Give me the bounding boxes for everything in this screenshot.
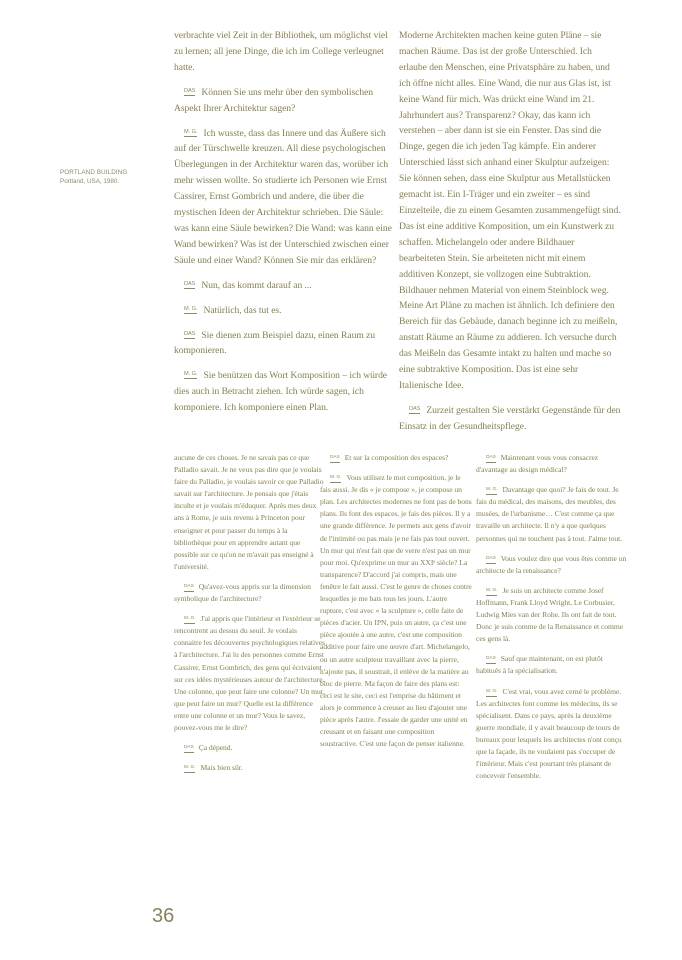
paragraph-text: Natürlich, das tut es.	[203, 304, 282, 316]
paragraph-text: Vous utilisez le mot composition, je le fais aussi. Je dis « je compose », je compose un plan. Les architectes modernes ne font pas de bons plans. Ils font des espaces, je fais des pièces. Il y a une grande différence. Je permets aux gens d'avoir de l'intimité ou pas mais je ne fais pas tout ouvert. Un mur qui n'est fait que de verre n'est pas un mur pour moi. Qu'exprime un mur au XXIᵉ siècle? La transparence? D'accord j'ai compris, mais une fenêtre le fait aussi. C'est le genre de choses contre lesquelles je me bats tous les jours. L'autre rupture, c'est avec « la sculpture », celle faite de pièces d'acier. Un IPN, puis un autre, ça c'est une pièce ajoutée à une autre, c'est une composition additive pour faire une œuvre d'art. Michelangelo, ou un autre sculpteur travaillant avec la pierre, n'ajoute pas, il soustrait, il enlève de la matière au bloc de pierre. Ma façon de faire des plans est: ceci est le site, ceci est l'emprise du bâtiment et alors je commence à creuser au lieu d'ajouter une pièce après l'autre. J'essaie de garder une unité en creusant et en faisant une composition soustractive. C'est une façon de penser italienne.	[320, 473, 472, 749]
caption-title: PORTLAND BUILDING	[60, 169, 128, 176]
paragraph-text: Ça dépend.	[198, 743, 233, 753]
french-column-2	[320, 452, 472, 758]
paragraph-text: Qu'avez-vous appris sur la dimension symbolique de l'architecture?	[174, 581, 311, 604]
interview-paragraph	[174, 762, 326, 774]
interview-paragraph	[476, 686, 628, 783]
interview-paragraph	[174, 278, 396, 294]
paragraph-text: verbrachte viel Zeit in der Bibliothek, um möglichst viel zu lernen; all jene Dinge, die ich im College verleugnet hatte.	[174, 30, 388, 73]
interview-paragraph	[320, 472, 472, 750]
speaker-tag: M. G.	[486, 689, 497, 697]
interview-paragraph	[174, 85, 396, 117]
speaker-tag: M. G.	[486, 588, 497, 596]
interview-paragraph	[174, 368, 396, 416]
interview-paragraph	[174, 303, 396, 319]
image-caption	[60, 168, 160, 186]
french-column-1	[174, 452, 326, 782]
paragraph-text: Moderne Architekten machen keine guten Pläne – sie machen Räume. Das ist der große Unterschied. Ich erlaube den Menschen, eine Privatsphäre zu haben, und ich öffne nicht alles. Eine Wand, die nur aus Glas ist, ist keine Wand für mich. Was drückt eine Wand im 21. Jahrhundert aus? Transparenz? Okay, das kann ich verstehen – aber dann ist sie ein Fenster. Das sind die Dinge, gegen die ich jeden Tag kämpfe. Ein anderer Unterschied lässt sich anhand einer Skulptur aufzeigen: Sie können sehen, dass eine Skulptur aus Metallstücken gemacht ist. Ein I-Träger und ein zweiter – es sind Einzelteile, die zu einem Gesamten zusammengefügt sind. Das ist eine additive Komposition, um ein Kunstwerk zu schaffen. Michelangelo oder andere Bildhauer bearbeiteten Stein. Sie arbeiteten nicht mit einem additiven Konzept, sie vollzogen eine Subtraktion. Bildhauer nehmen Material von einem Steinblock weg. Meine Art Pläne zu machen ist ähnlich. Ich definiere den Bereich für das Gebäude, danach beginne ich zu meißeln, anstatt Räume an Räume zu addieren. Ich versuche durch das Meißeln das Gesamte intakt zu halten und mache so eine subtraktive Komposition. Das ist eine sehr Italienische Idee.	[399, 30, 621, 391]
paragraph-text: Vous voulez dire que vous êtes comme un architecte de la renaissance?	[476, 553, 627, 575]
interview-paragraph	[476, 653, 628, 677]
interview-paragraph	[476, 452, 628, 476]
paragraph-text: aucune de ces choses. Je ne savais pas ce que Palladio savait. Je ne veux pas dire que je voulais faire du Palladio, je voulais savoir ce que Palladio savait sur l'architecture. Je pensais que j'étais inculte et je voulais m'éduquer. Après mes deux ans à Rome, je suis revenu à Princeton pour enseigner et pour passer du temps à la bibliothèque pour en apprendre autant que possible sur ce qu'on ne m'avait pas enseigné à l'université.	[174, 453, 324, 571]
speaker-tag: M. G.	[184, 305, 198, 312]
paragraph-text: Sauf que maintenant, on est plutôt habitués à la spécialisation.	[476, 654, 603, 676]
interview-paragraph	[399, 28, 621, 394]
speaker-tag: M. G.	[486, 487, 497, 495]
interview-paragraph	[174, 328, 396, 360]
speaker-tag: M. G.	[184, 371, 198, 378]
paragraph-text: Davantage que quoi? Je fais de tout. Je fais du médical, des maisons, des meubles, des musées, de l'urbanisme… C'est comme ça que travaille un architecte. Il n'y a que quelques personnes qui ne touchent pas à tout. J'aime tout.	[476, 485, 623, 543]
interview-paragraph	[174, 126, 396, 269]
paragraph-text: J'ai appris que l'intérieur et l'extérieur se rencontrent au dessus du seuil. Je voulais connaitre les découvertes psychologiques relatives à l'architecture. J'ai lu des personnes comme Ernst Cassirer, Ernst Gombrich, des gens qui écrivaient sur ces idées mystérieuses autour de l'architecture. Une colonne, que peut faire une colonne? Un mur, que peut faire un mur? Quelle est la différence entre une colonne et un mur? Vous le savez, pouvez-vous me le dire?	[174, 614, 326, 732]
paragraph-text: Zurzeit gestalten Sie verstärkt Gegenstände für den Einsatz in der Gesundheitspflege.	[399, 404, 621, 432]
caption-subtitle: Portland, USA, 1980.	[60, 178, 120, 185]
interview-paragraph	[174, 742, 326, 754]
paragraph-text: Mais bien sûr.	[200, 763, 243, 773]
german-column-left	[174, 28, 396, 425]
interview-paragraph	[476, 484, 628, 544]
interview-paragraph	[174, 613, 326, 734]
speaker-tag: DAS	[486, 556, 496, 564]
speaker-tag: DAS	[184, 584, 194, 592]
paragraph-text: Je suis un architecte comme Josef Hoffmann, Frank Lloyd Wright, Le Corbusier, Ludwig Mies van der Rohe. Ils ont fait de tout. Donc je suis comme de la Renaissance et comme ces gens là.	[476, 585, 624, 644]
paragraph-text: Sie benützen das Wort Komposition – ich würde dies auch in Betracht ziehen. Ich würde sagen, ich komponiere. Ich komponiere einen Plan.	[174, 370, 388, 414]
paragraph-text: Können Sie uns mehr über den symbolischen Aspekt Ihrer Architektur sagen?	[174, 86, 374, 114]
interview-paragraph	[476, 585, 628, 645]
paragraph-text: C'est vrai, vous avez cerné le problème. Les architectes font comme les médecins, ils se spécialisent. Dans ce pays, après la deuxième guerre mondiale, il y avait beaucoup de tours de bureaux pour lesquels les architectes n'ont conçu que la façade, ils ne voulaient pas s'occuper de l'intérieur. Mais c'est pourtant très plaisant de concevoir l'ensemble.	[476, 686, 622, 781]
german-column-right	[399, 28, 621, 444]
interview-paragraph	[476, 553, 628, 577]
speaker-tag: M. G.	[184, 616, 195, 624]
speaker-tag: DAS	[184, 280, 196, 287]
speaker-tag: DAS	[486, 656, 496, 664]
speaker-tag: DAS	[409, 405, 421, 412]
interview-paragraph	[320, 452, 472, 464]
speaker-tag: DAS	[486, 455, 496, 463]
paragraph-text: Maintenant vous vous consacrez d'avantage au design médical?	[476, 453, 599, 475]
speaker-tag: DAS	[184, 745, 194, 753]
speaker-tag: DAS	[330, 455, 340, 463]
speaker-tag: M. G.	[184, 765, 195, 773]
page-number: 36	[152, 905, 175, 927]
paragraph-text: Sie dienen zum Beispiel dazu, einen Raum zu komponieren.	[174, 329, 376, 357]
french-column-3	[476, 452, 628, 790]
speaker-tag: DAS	[184, 87, 196, 94]
paragraph-text: Ich wusste, dass das Innere und das Äußere sich auf der Türschwelle kreuzen. All diese psychologischen Überlegungen in der Architektur waren das, worüber ich mehr wissen wollte. So studierte ich Personen wie Ernst Cassirer, Ernst Gombrich und andere, die über die mystischen Ideen der Architektur schrieben. Die Säule: was kann eine Säule bewirken? Die Wand: was kann eine Wand bewirken? Was ist der Unterschied zwischen einer Säule und einer Wand? Können Sie mir das erklären?	[174, 127, 392, 266]
speaker-tag: DAS	[184, 330, 196, 337]
speaker-tag: M. G.	[330, 475, 341, 483]
speaker-tag: M. G.	[184, 128, 198, 135]
interview-paragraph	[399, 403, 621, 435]
paragraph-text: Et sur la composition des espaces?	[344, 453, 449, 462]
interview-paragraph	[174, 28, 396, 76]
interview-paragraph	[174, 452, 326, 573]
paragraph-text: Nun, das kommt darauf an ...	[201, 279, 312, 291]
interview-paragraph	[174, 581, 326, 605]
